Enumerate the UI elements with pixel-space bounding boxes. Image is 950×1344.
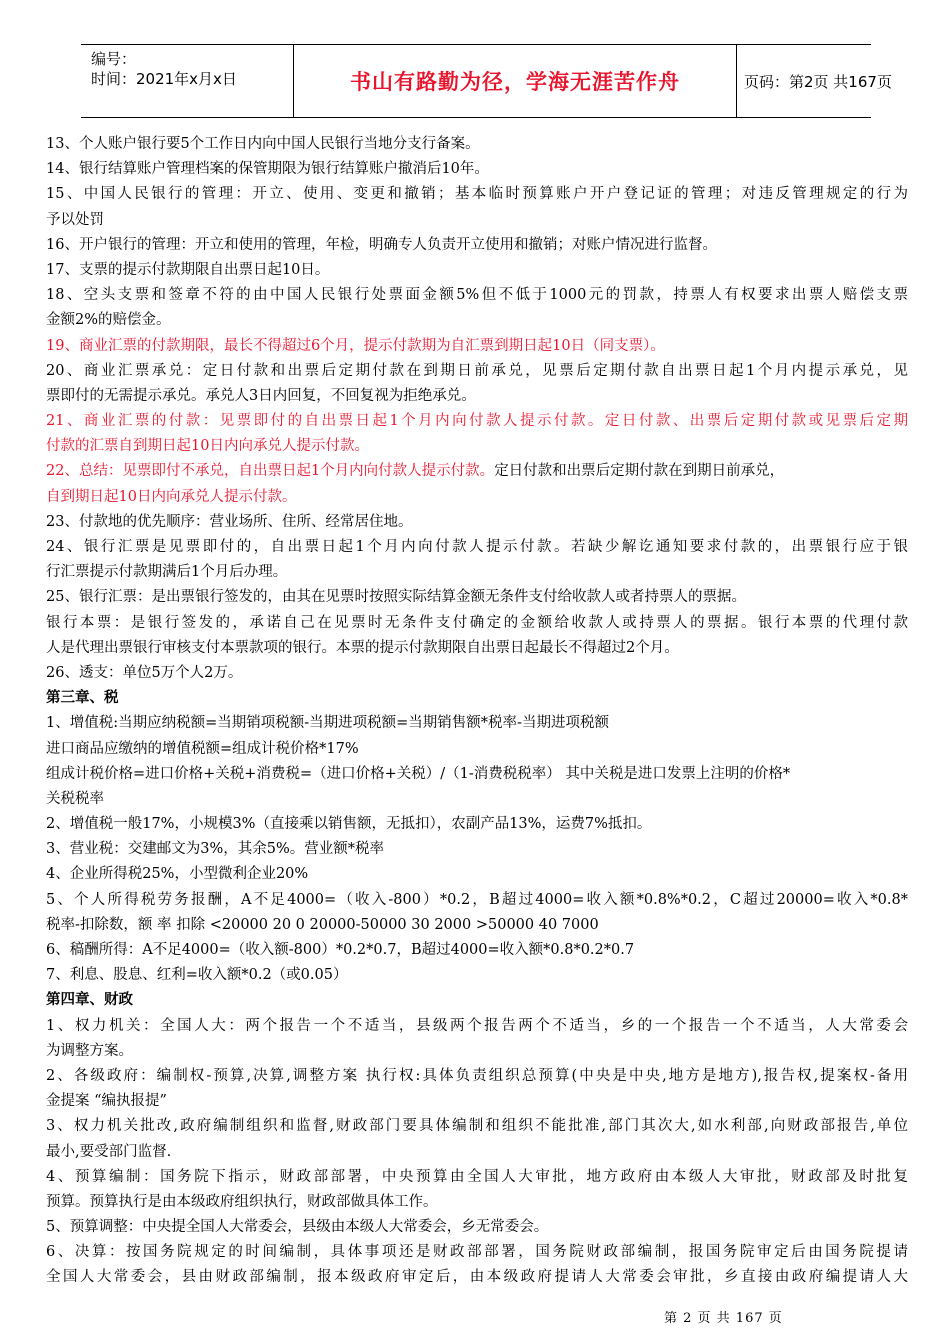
text-line-content: 2、各级政府：编制权-预算,决算,调整方案 执行权:具体负责组织总预算(中央是中央,地方是地方),报告权,提案权-备用 xyxy=(46,1067,908,1084)
text-line-content: 4、预算编制：国务院下指示，财政部部署，中央预算由全国人大审批，地方政府由本级人大审批，财政部及时批复 xyxy=(46,1168,908,1185)
header-motto-cell xyxy=(293,45,737,117)
text-line xyxy=(46,812,908,837)
text-line-content: 7、利息、股息、红利=收入额*0.2（或0.05） xyxy=(46,967,348,984)
text-line-content: 行汇票提示付款期满后1个月后办理。 xyxy=(46,564,288,581)
text-line xyxy=(46,409,908,434)
text-line xyxy=(46,1039,908,1064)
text-line-content: 票即付的无需提示承兑。承兑人3日内回复，不回复视为拒绝承兑。 xyxy=(46,387,476,404)
text-line-content: 关税税率 xyxy=(46,790,104,807)
text-line xyxy=(46,1064,908,1089)
text-line xyxy=(46,611,908,636)
text-line xyxy=(46,737,908,762)
text-line xyxy=(46,485,908,510)
text-line xyxy=(46,1114,908,1139)
text-line xyxy=(46,711,908,736)
text-line-content: 5、个人所得税劳务报酬，A不足4000=（收入-800）*0.2，B超过4000=收入额*0.8%*0.2，C超过20000=收入*0.8* xyxy=(46,891,908,908)
text-line xyxy=(46,862,908,887)
header-right-cell xyxy=(736,45,892,117)
text-line xyxy=(46,334,908,359)
text-line-content: 全国人大常委会，县由财政部编制，报本级政府审定后，由本级政府提请人大常委会审批，乡直接由政府编提请人大 xyxy=(46,1269,908,1286)
text-line-content: 付款的汇票自到期日起10日内向承兑人提示付款。 xyxy=(46,438,369,455)
document-time-label: 时间：2021年x月x日 xyxy=(91,70,237,88)
text-line-content: 6、稿酬所得：A不足4000=（收入额-800）*0.2*0.7，B超过4000=收入额*0.8*0.2*0.7 xyxy=(46,942,635,958)
document-number-label: 编号： xyxy=(91,50,137,68)
text-line xyxy=(46,963,908,988)
text-line xyxy=(46,560,908,585)
text-line-content: 1、增值税:当期应纳税额=当期销项税额-当期进项税额=当期销售额*税率-当期进项税额 xyxy=(46,715,609,732)
text-line-content: 22、总结：见票即付不承兑，自出票日起1个月内向付款人提示付款。 xyxy=(46,463,495,480)
text-line xyxy=(46,359,908,384)
text-line-content: 26、透支：单位5万个人2万。 xyxy=(46,664,243,681)
text-line xyxy=(46,258,908,283)
text-line xyxy=(46,1240,908,1265)
text-line xyxy=(46,787,908,812)
text-line-content: 5、预算调整：中央提全国人大常委会，县级由本级人大常委会，乡无常委会。 xyxy=(46,1219,549,1236)
text-line xyxy=(46,636,908,661)
text-line xyxy=(46,182,908,207)
header-left-cell xyxy=(81,45,293,117)
text-line xyxy=(46,208,908,233)
text-line-content: 金额2%的赔偿金。 xyxy=(46,312,171,329)
text-line-content: 2、增值税一般17%，小规模3%（直接乘以销售额，无抵扣），农副产品13%，运费7%抵扣。 xyxy=(46,816,652,833)
text-line-content: 第三章、税 xyxy=(46,690,119,707)
text-line xyxy=(46,132,908,157)
text-line xyxy=(46,535,908,560)
text-line-content: 13、个人账户银行要5个工作日内向中国人民银行当地分支行备案。 xyxy=(46,136,480,152)
text-line-content: 3、营业税：交建邮文为3%，其余5%。营业额*税率 xyxy=(46,841,384,858)
text-line xyxy=(46,585,908,610)
text-line xyxy=(46,434,908,459)
text-line-content: 第四章、财政 xyxy=(46,992,133,1009)
text-line xyxy=(46,661,908,686)
text-line-content: 16、开户银行的管理：开立和使用的管理，年检，明确专人负责开立使用和撤销；对账户情况进行监督。 xyxy=(46,236,717,253)
text-line-content: 予以处罚 xyxy=(46,211,104,228)
text-line-content: 银行本票：是银行签发的，承诺自己在见票时无条件支付确定的金额给收款人或持票人的票据。银行本票的代理付款 xyxy=(46,614,908,631)
section-heading xyxy=(46,988,908,1013)
page-header xyxy=(81,44,892,118)
text-line-content: 25、银行汇票：是出票银行签发的，由其在见票时按照实际结算金额无条件支付给收款人或者持票人的票据。 xyxy=(46,589,746,606)
text-line-content: 自到期日起10日内向承兑人提示付款。 xyxy=(46,488,297,505)
text-line xyxy=(46,837,908,862)
text-line-content: 最小,要受部门监督. xyxy=(46,1143,172,1160)
header-page-info: 页码：第2页 共167页 xyxy=(744,72,892,91)
header-motto: 书山有路勤为径，学海无涯苦作舟 xyxy=(350,70,680,94)
text-line-content: 15、中国人民银行的管理：开立、使用、变更和撤销；基本临时预算账户开户登记证的管理；对违反管理规定的行为 xyxy=(46,186,908,203)
text-line-content: 金提案 “编执报提” xyxy=(46,1093,167,1110)
text-line xyxy=(46,1190,908,1215)
text-line xyxy=(46,157,908,182)
text-line xyxy=(46,1014,908,1039)
text-line-content: 24、银行汇票是见票即付的，自出票日起1个月内向付款人提示付款。若缺少解讫通知要求付款的，出票银行应于银 xyxy=(46,539,908,555)
text-line-content: 组成计税价格=进口价格+关税+消费税=（进口价格+关税）/（1-消费税税率） 其中关税是进口发票上注明的价格* xyxy=(46,765,791,782)
page-footer: 第 2 页 共 167 页 xyxy=(664,1311,783,1326)
text-line xyxy=(46,459,908,484)
text-line-content: 6、决算：按国务院规定的时间编制，具体事项还是财政部部署，国务院财政部编制，报国务院审定后由国务院提请 xyxy=(46,1244,908,1261)
text-line xyxy=(46,888,908,913)
text-line xyxy=(46,1265,908,1290)
text-line-content: 进口商品应缴纳的增值税额=组成计税价格*17% xyxy=(46,740,359,757)
text-line xyxy=(46,1140,908,1165)
text-line xyxy=(46,1215,908,1240)
text-line-content: 21、商业汇票的付款：见票即付的自出票日起1个月内向付款人提示付款。定日付款、出票后定期付款或见票后定期 xyxy=(46,413,908,430)
text-line-content: 14、银行结算账户管理档案的保管期限为银行结算账户撤消后10年。 xyxy=(46,161,489,178)
text-line xyxy=(46,233,908,258)
text-line xyxy=(46,913,908,938)
text-line-content: 人是代理出票银行审核支付本票款项的银行。本票的提示付款期限自出票日起最长不得超过2个月。 xyxy=(46,639,679,656)
text-line-content: 3、权力机关批改,政府编制组织和监督,财政部门要具体编制和组织不能批准,部门其次大,如水利部,向财政部报告,单位 xyxy=(46,1118,908,1135)
text-line-content: 20、商业汇票承兑：定日付款和出票后定期付款在到期日前承兑，见票后定期付款自出票日起1个月内提示承兑，见 xyxy=(46,362,908,379)
text-line-content: 23、付款地的优先顺序：营业场所、住所、经常居住地。 xyxy=(46,513,413,530)
text-line xyxy=(46,510,908,535)
text-line xyxy=(46,938,908,963)
text-line xyxy=(46,283,908,308)
text-line-tail: 定日付款和出票后定期付款在到期日前承兑， xyxy=(494,463,785,480)
text-line-content: 19、商业汇票的付款期限，最长不得超过6个月，提示付款期为自汇票到期日起10日（同支票）。 xyxy=(46,337,665,354)
text-line-content: 1、权力机关：全国人大：两个报告一个不适当，县级两个报告两个不适当，乡的一个报告一个不适当，人大常委会 xyxy=(46,1017,908,1034)
document-body xyxy=(46,132,908,1291)
text-line xyxy=(46,384,908,409)
section-heading xyxy=(46,686,908,711)
text-line-content: 税率-扣除数，额 率 扣除 <20000 20 0 20000-50000 30 2000 >50000 40 7000 xyxy=(46,916,599,933)
text-line-content: 17、支票的提示付款期限自出票日起10日。 xyxy=(46,261,330,278)
text-line xyxy=(46,308,908,333)
text-line-content: 18、空头支票和签章不符的由中国人民银行处票面金额5%但不低于1000元的罚款，持票人有权要求出票人赔偿支票 xyxy=(46,287,908,304)
text-line-content: 预算。预算执行是由本级政府组织执行，财政部做具体工作。 xyxy=(46,1193,438,1210)
text-line xyxy=(46,762,908,787)
text-line xyxy=(46,1089,908,1114)
text-line xyxy=(46,1165,908,1190)
text-line-content: 为调整方案。 xyxy=(46,1042,133,1059)
text-line-content: 4、企业所得税25%，小型微利企业20% xyxy=(46,866,309,883)
